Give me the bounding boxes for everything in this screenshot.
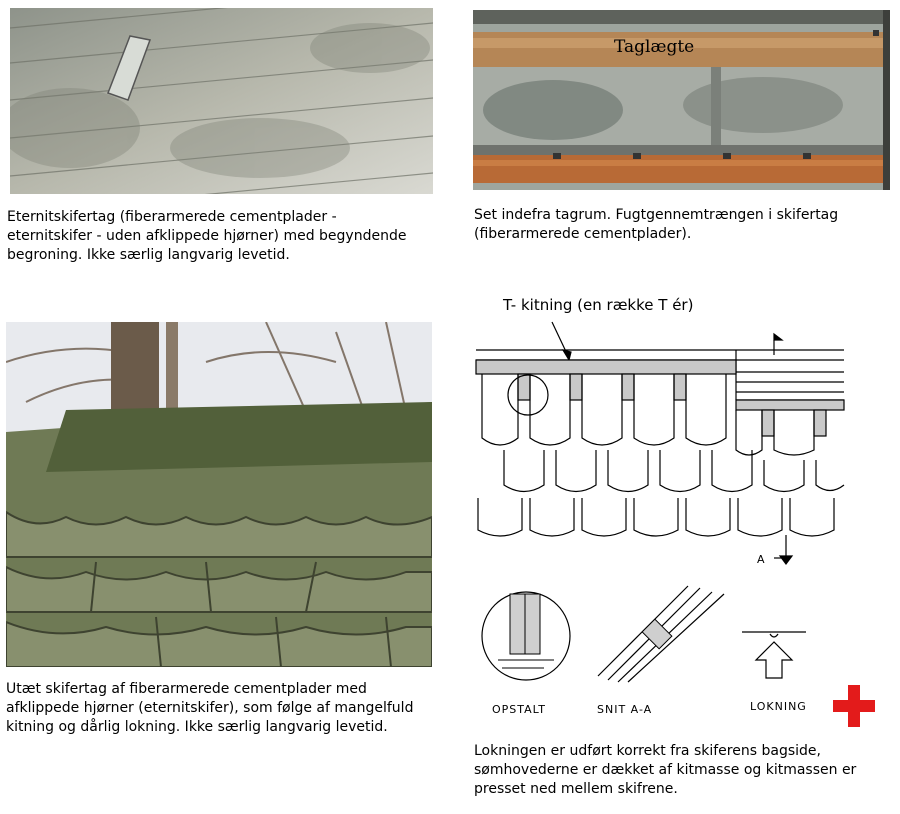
caption-bottom-left: Utæt skifertag af fiberarmerede cementplader med afklippede hjørner (eternitskifer), som følge af mangelfuld kitning og dårlig lokning. Ikke særlig langvarig levetid. [6,681,414,735]
label-t-kitning: T- kitning (en række T ér) [503,296,694,314]
drawing-tile-layout [474,320,846,570]
label-snit-a-a: SNIT A-A [597,703,653,716]
drawing-opstalt-detail [480,588,576,684]
red-plus-icon [833,685,875,727]
drawing-snit-detail [588,584,728,684]
section-marker-a: A [757,553,766,566]
label-lokning: LOKNING [750,700,807,713]
caption-top-left: Eternitskifertag (fiberarmerede cementplader - eternitskifer - uden afklippede hjørner) med begyndende begroning. Ikke særlig langvarig levetid. [7,209,407,263]
drawing-lokning-detail [740,622,810,682]
label-opstalt: OPSTALT [492,703,546,716]
caption-bottom-right: Lokningen er udført korrekt fra skiferens bagside, sømhovederne er dækket af kitmasse og kitmassen er presset ned mellem skifrene. [474,743,857,797]
label-taglaegte: Taglægte [614,37,695,57]
caption-top-right: Set indefra tagrum. Fugtgennemtrængen i skifertag (fiberarmerede cementplader). [474,207,839,242]
photo-mossy-slate-roof [6,322,432,667]
photo-fibre-cement-roof [10,8,433,194]
